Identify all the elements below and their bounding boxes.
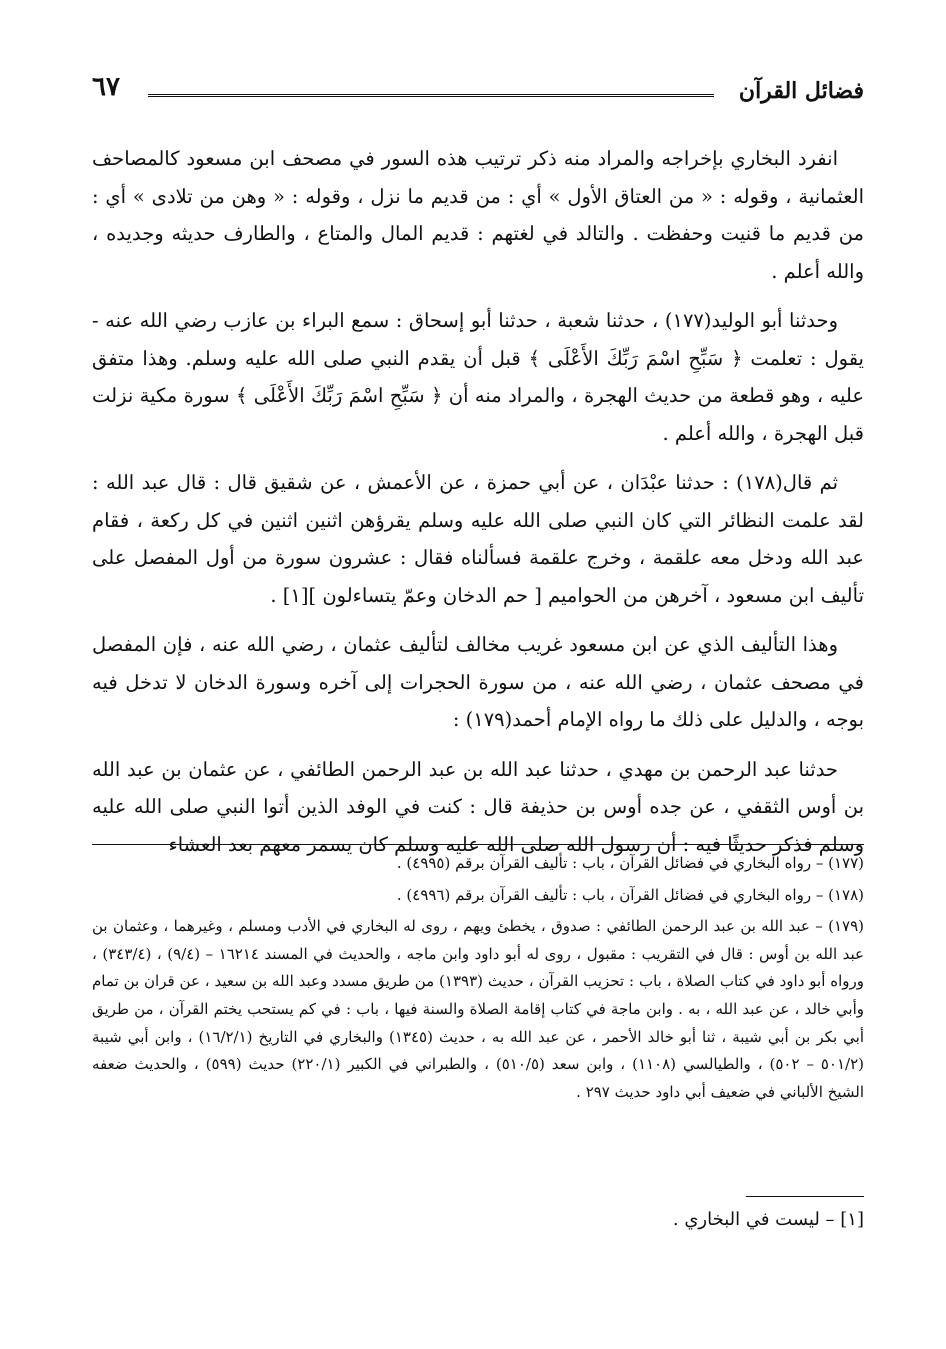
paragraph: ثم قال(١٧٨) : حدثنا عبْدَان ، عن أبي حمزة ، عن الأعمش ، عن شقيق قال : قال عبد الله : لقد علمت النظائر التي كان النبي صلى الله عليه وسلم يقرؤهن اثنين اثنين في كل ركعة ، فقام عبد الله ودخل معه علقمة ، وخرج علقمة فسألناه فقال : عشرون سورة من أول المفصل على تأليف ابن مسعود ، آخرهن من الحواميم [ حم الدخان وعمّ يتساءلون ][١] . — [92, 471, 864, 607]
page-number: ٦٧ — [92, 72, 120, 102]
paragraph: وهذا التأليف الذي عن ابن مسعود غريب مخالف لتأليف عثمان ، رضي الله عنه ، فإن المفصل في مصحف عثمان ، رضي الله عنه ، من سورة الحجرات إلى آخره وسورة الدخان لا تدخل فيه بوجه ، والدليل على ذلك ما رواه الإمام أحمد(١٧٩) : — [92, 633, 864, 731]
footnotes — [92, 850, 864, 1110]
paragraph: حدثنا عبد الرحمن بن مهدي ، حدثنا عبد الله بن عبد الرحمن الطائفي ، عن عثمان بن عبد الله بن أوس الثقفي ، عن جده أوس بن حذيفة قال : كنت في الوفد الذين أتوا النبي صلى الله عليه وسلم فذكر حديثًا فيه : أن رسول الله صلى الله عليه وسلم كان يسمر معهم بعد العشاء — [92, 757, 864, 856]
running-header — [92, 72, 864, 112]
footnote: (١٧٧) – رواه البخاري في فضائل القرآن ، باب : تأليف القرآن برقم (٤٩٩٥) . — [396, 854, 864, 872]
paragraph: انفرد البخاري بإخراجه والمراد منه ذكر ترتيب هذه السور في مصحف ابن مسعود كالمصاحف العثمانية ، وقوله : « من العتاق الأول » أي : من قديم ما نزل ، وقوله : « وهن من تلادى » أي : من قديم ما قنيت وحفظت . والتالد في لغتهم : قديم المال والمتاع ، والطارف حديثه وجديده ، والله أعلم . — [92, 147, 864, 283]
footnote: (١٧٩) – عبد الله بن عبد الرحمن الطائفي : صدوق ، يخطئ ويهم ، روى له البخاري في الأدب ومسلم ، وغيرهما ، وعثمان بن عبد الله بن أوس : قال في التقريب : مقبول ، روى له أبو داود وابن ماجه ، والحديث في المسند ١٦٢١٤ – (٩/٤) ، (٣٤٣/٤) ، ورواه أبو داود في كتاب الصلاة ، باب : تحزيب القرآن ، حديث (١٣٩٣) من طريق مسدد وعبد الله بن سعيد ، عن قران بن تمام وأبي خالد ، عن عبد الله ، به . وابن ماجة في كتاب إقامة الصلاة والسنة فيها ، باب : في كم يستحب يختم القرآن ، من طريق أبي بكر بن أبي شيبة ، ثنا أبو خالد الأحمر ، عن عبد الله به ، حديث (١٣٤٥) والبخاري في التاريخ (١٦/٢/١) ، وابن أبي شيبة (٥٠١/٢ – ٥٠٢) ، والطيالسي (١١٠٨) ، وابن سعد (٥١٠/٥) ، والطبراني في الكبير (٢٢٠/١) حديث (٥٩٩) ، والحديث ضعفه الشيخ الألباني في ضعيف أبي داود حديث ٢٩٧ . — [92, 917, 865, 1101]
footnote-separator — [92, 844, 864, 845]
book-title: فضائل القرآن — [738, 78, 864, 104]
footnote: (١٧٨) – رواه البخاري في فضائل القرآن ، باب : تأليف القرآن برقم (٤٩٩٦) . — [396, 885, 864, 904]
paragraph: وحدثنا أبو الوليد(١٧٧) ، حدثنا شعبة ، حدثنا أبو إسحاق : سمع البراء بن عازب رضي الله عنه - يقول : تعلمت ﴿ سَبِّحِ اسْمَ رَبِّكَ الأَعْلَى ﴾ قبل أن يقدم النبي صلى الله عليه وسلم. وهذا متفق عليه ، وهو قطعة من حديث الهجرة ، والمراد منه أن ﴿ سَبِّحِ اسْمَ رَبِّكَ الأَعْلَى ﴾ سورة مكية نزلت قبل الهجرة ، والله أعلم . — [92, 309, 864, 445]
main-text — [92, 140, 864, 875]
editor-note-separator — [746, 1196, 864, 1197]
header-rule — [148, 94, 714, 97]
editor-note: [١] – ليست في البخاري . — [672, 1209, 864, 1230]
